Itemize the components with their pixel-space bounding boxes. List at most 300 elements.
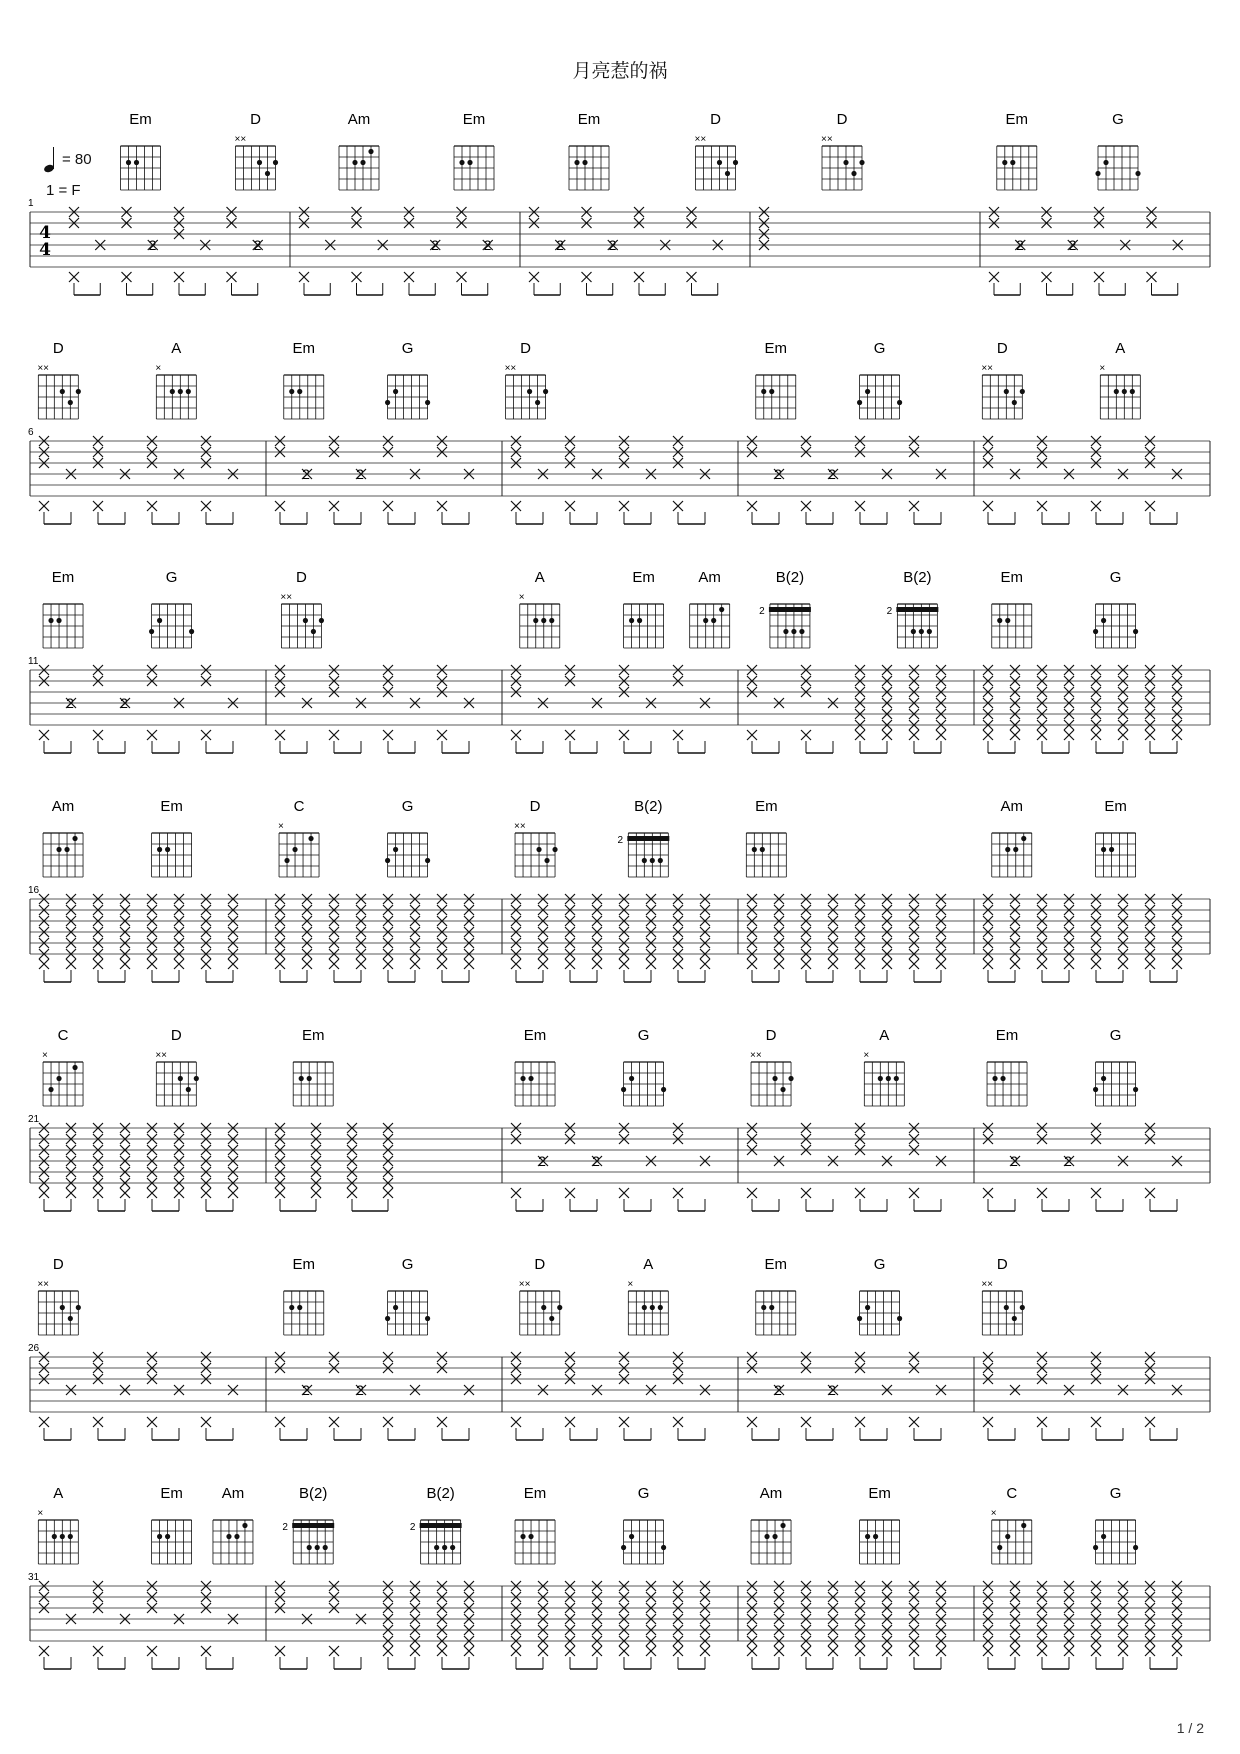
chord-name: Em [51, 569, 75, 586]
tab-x-note [882, 959, 892, 969]
beat-group [673, 1581, 710, 1669]
finger-dot [857, 1316, 862, 1321]
tab-x-note [329, 959, 339, 969]
finger-dot [186, 389, 191, 394]
beat-group [1145, 1352, 1182, 1440]
key-signature: 1 = F [46, 182, 81, 199]
tab-x-note [93, 1417, 103, 1427]
beat-group [275, 894, 312, 982]
finger-dot [178, 389, 183, 394]
finger-dot [549, 1316, 554, 1321]
tab-x-note [855, 959, 865, 969]
tab-x-note [174, 272, 184, 282]
tab-x-note [404, 272, 414, 282]
beat-group [437, 665, 474, 753]
tab-x-note [801, 1646, 811, 1656]
beat-group [201, 665, 238, 753]
beat-group [673, 1352, 710, 1440]
beat-group [1091, 1123, 1128, 1211]
time-signature-top: 4 [39, 223, 51, 243]
finger-dot [134, 160, 139, 165]
beat-group [147, 1123, 184, 1211]
beat-group [383, 1581, 420, 1669]
fret-number: 2 [1010, 1153, 1018, 1169]
tab-x-note [147, 501, 157, 511]
tab-x-note [909, 501, 919, 511]
fret-number: 2 [556, 237, 564, 253]
chord-diagram [695, 134, 739, 190]
finger-dot [520, 1534, 525, 1539]
measure-number: 26 [28, 1343, 40, 1354]
tab-x-note [1091, 1188, 1101, 1198]
chord-diagram [1093, 1520, 1138, 1564]
beat-group [201, 894, 238, 982]
tab-x-note [747, 730, 757, 740]
chord-symbol [618, 798, 670, 877]
beat-group [275, 436, 312, 524]
finger-dot [1093, 629, 1098, 634]
tab-x-note [275, 501, 285, 511]
tab-x-note [855, 501, 865, 511]
finger-dot [425, 858, 430, 863]
chord-diagram [1096, 833, 1136, 877]
tab-x-note [275, 1417, 285, 1427]
chord-name: Em [292, 1256, 316, 1273]
finger-dot [769, 1305, 774, 1310]
chord-diagram [987, 1062, 1027, 1106]
beat-group [747, 894, 784, 982]
finger-dot [769, 389, 774, 394]
tab-x-note [437, 1646, 447, 1656]
finger-dot [661, 1545, 666, 1550]
finger-dot [535, 400, 540, 405]
finger-dot [56, 847, 61, 852]
beat-group [619, 894, 656, 982]
chord-name: B(2) [775, 569, 805, 586]
chord-name: G [873, 1256, 886, 1273]
beat-group [511, 1581, 548, 1669]
beat-group [673, 665, 710, 753]
fret-number: 2 [1064, 1153, 1072, 1169]
tab-x-note [201, 959, 211, 969]
finger-dot [857, 400, 862, 405]
tab-x-note [383, 1188, 393, 1198]
finger-dot [752, 847, 757, 852]
finger-dot [642, 1305, 647, 1310]
finger-dot [467, 160, 472, 165]
finger-dot [52, 1534, 57, 1539]
beat-group [565, 665, 602, 753]
finger-dot [459, 160, 464, 165]
chord-diagram [37, 363, 81, 419]
chord-name: D [250, 111, 261, 128]
beat-group [747, 1123, 784, 1211]
chord-symbol [515, 1027, 555, 1106]
chord-symbol [121, 111, 161, 190]
chord-diagram [519, 592, 560, 648]
finger-dot [711, 618, 716, 623]
tab-x-note [93, 501, 103, 511]
beat-group [437, 1352, 474, 1440]
tab-x-note [538, 959, 548, 969]
finger-dot [303, 618, 308, 623]
tab-x-note [464, 1646, 474, 1656]
beat-group [93, 1581, 130, 1669]
chord-diagram [756, 1291, 796, 1335]
finger-dot [60, 1534, 65, 1539]
tab-x-note [565, 959, 575, 969]
chord-name: G [1112, 111, 1124, 128]
chord-name: A [534, 569, 545, 586]
chord-name: B(2) [299, 1485, 328, 1502]
chord-diagram [293, 1062, 333, 1106]
chord-name: C [293, 798, 305, 815]
finger-dot [194, 1076, 199, 1081]
fret-number: 2 [148, 237, 157, 253]
mute-markers: ×× [981, 363, 994, 374]
finger-dot [878, 1076, 883, 1081]
chord-name: Em [1005, 111, 1029, 128]
chord-diagram [42, 1050, 83, 1106]
finger-dot [76, 389, 81, 394]
chord-symbol [519, 569, 560, 648]
tab-x-note [437, 730, 447, 740]
mute-markers: × [627, 1279, 634, 1290]
beat-group [1037, 665, 1074, 753]
chord-symbol [37, 1256, 81, 1335]
tab-x-note [855, 1646, 865, 1656]
beat-group [1147, 207, 1183, 295]
chord-name: Em [755, 798, 778, 815]
beat-group [565, 1352, 602, 1440]
tab-x-note [673, 959, 683, 969]
finger-dot [919, 629, 924, 634]
tab-x-note [909, 1646, 919, 1656]
tab-x-note [619, 730, 629, 740]
finger-dot [703, 618, 708, 623]
chord-symbol [410, 1485, 462, 1564]
tab-x-note [329, 501, 339, 511]
chord-diagram [991, 1508, 1032, 1564]
beat-group [93, 894, 130, 982]
finger-dot [72, 1065, 77, 1070]
finger-dot [157, 618, 162, 623]
chord-name: G [401, 798, 414, 815]
tab-x-note [747, 1646, 757, 1656]
finger-dot [1093, 1545, 1098, 1550]
chord-diagram [155, 1050, 199, 1106]
tab-x-note [882, 1646, 892, 1656]
chord-symbol [1093, 1027, 1138, 1106]
finger-dot [1012, 1316, 1017, 1321]
chord-diagram [515, 1520, 555, 1564]
chord-diagram [992, 604, 1032, 648]
chord-diagram [235, 134, 279, 190]
beat-group [39, 894, 76, 982]
finger-dot [897, 400, 902, 405]
finger-dot [393, 1305, 398, 1310]
page-number: 1 / 2 [1176, 1720, 1204, 1736]
tab-x-note [582, 272, 592, 282]
beat-group [147, 1581, 184, 1669]
tab-x-note [1091, 1417, 1101, 1427]
beat-group [673, 894, 710, 982]
finger-dot [68, 400, 73, 405]
tempo-value: = 80 [62, 150, 92, 168]
chord-symbol [505, 340, 549, 419]
finger-dot [68, 1534, 73, 1539]
beat-group [1145, 894, 1182, 982]
finger-dot [68, 1316, 73, 1321]
tab-x-note [1037, 1188, 1047, 1198]
tab-x-note [855, 1188, 865, 1198]
fret-number: 2 [483, 237, 492, 253]
tab-x-note [1145, 501, 1155, 511]
tab-system [28, 111, 1210, 295]
chord-symbol [569, 111, 609, 190]
chord-symbol [514, 798, 558, 877]
finger-dot [997, 618, 1002, 623]
chord-name: G [1109, 1027, 1122, 1044]
tab-x-note [39, 959, 49, 969]
beat-group [1037, 1581, 1074, 1669]
beat-group [352, 207, 388, 295]
finger-dot [48, 1087, 53, 1092]
tab-x-note [909, 730, 919, 740]
chord-symbol [519, 1256, 563, 1335]
chord-diagram [515, 1062, 555, 1106]
beat-group [619, 1123, 656, 1211]
finger-dot [1005, 847, 1010, 852]
tab-x-note [1172, 959, 1182, 969]
finger-dot [265, 171, 270, 176]
beat-group [1091, 894, 1128, 982]
chord-diagram [997, 146, 1037, 190]
chord-symbol [385, 1256, 430, 1335]
finger-dot [911, 629, 916, 634]
beat-group [1094, 207, 1130, 295]
tab-x-note [66, 959, 76, 969]
finger-dot [865, 1534, 870, 1539]
tab-x-note [511, 730, 521, 740]
fret-number: 2 [356, 1382, 364, 1398]
chord-name: G [1109, 569, 1122, 586]
tab-x-note [565, 1417, 575, 1427]
tab-x-note [801, 1417, 811, 1427]
finger-dot [308, 836, 313, 841]
fret-number: 2 [774, 1382, 782, 1398]
beat-group [855, 1581, 892, 1669]
finger-dot [1005, 618, 1010, 623]
chord-diagram [981, 363, 1025, 419]
chord-name: G [1109, 1485, 1122, 1502]
tab-x-note [1042, 272, 1052, 282]
finger-dot [1020, 1305, 1025, 1310]
tab-x-note [437, 501, 447, 511]
chord-diagram [627, 1279, 668, 1335]
tab-x-note [201, 1417, 211, 1427]
barre-fret-number: 2 [282, 1522, 288, 1533]
measure-number: 31 [28, 1572, 40, 1583]
finger-dot [661, 1087, 666, 1092]
chord-diagram [282, 1520, 334, 1564]
chord-diagram [759, 604, 811, 648]
finger-dot [851, 171, 856, 176]
chord-diagram [857, 375, 902, 419]
mute-markers: × [1099, 363, 1106, 374]
beat-group [511, 894, 548, 982]
beat-group [1037, 894, 1074, 982]
measure-number: 11 [28, 656, 39, 667]
tab-x-note [1064, 959, 1074, 969]
tab-x-note [673, 1188, 683, 1198]
chord-symbol [280, 569, 324, 648]
beat-group [201, 1123, 238, 1211]
fret-number: 2 [302, 466, 310, 482]
finger-dot [1020, 389, 1025, 394]
chord-symbol [759, 569, 811, 648]
finger-dot [60, 389, 65, 394]
chord-diagram [621, 1520, 666, 1564]
finger-dot [719, 607, 724, 612]
tab-x-note [147, 959, 157, 969]
tab-x-note [1010, 1646, 1020, 1656]
beat-group [909, 436, 946, 524]
tab-x-note [983, 1188, 993, 1198]
beat-group [855, 665, 892, 753]
chord-symbol [155, 340, 196, 419]
tab-x-note [383, 959, 393, 969]
beat-group [673, 436, 710, 524]
finger-dot [1101, 847, 1106, 852]
tab-x-note [93, 959, 103, 969]
chord-symbol [756, 1256, 796, 1335]
chord-name: Am [698, 569, 721, 586]
finger-dot [450, 1545, 455, 1550]
finger-dot [1133, 1545, 1138, 1550]
finger-dot [1021, 1523, 1026, 1528]
chord-diagram [1093, 604, 1138, 648]
chord-diagram [284, 375, 324, 419]
finger-dot [1130, 389, 1135, 394]
chord-symbol [235, 111, 279, 190]
finger-dot [307, 1545, 312, 1550]
finger-dot [315, 1545, 320, 1550]
chord-symbol [751, 1485, 791, 1564]
tab-x-note [983, 959, 993, 969]
finger-dot [60, 1305, 65, 1310]
beat-group [529, 207, 565, 295]
chord-name: Em [764, 1256, 788, 1273]
tab-x-note [565, 1646, 575, 1656]
chord-symbol [515, 1485, 555, 1564]
beat-group [329, 665, 366, 753]
chord-diagram [505, 363, 549, 419]
tab-x-note [383, 1417, 393, 1427]
tab-x-note [936, 730, 946, 740]
chord-name: Am [759, 1485, 783, 1502]
measure-number: 6 [28, 427, 34, 438]
tab-x-note [774, 959, 784, 969]
barre-fret-number: 2 [409, 1522, 416, 1533]
mute-markers: ×× [234, 134, 247, 145]
tab-x-note [801, 501, 811, 511]
beat-group [201, 436, 238, 524]
beat-group [747, 1581, 784, 1669]
chord-name: Em [577, 111, 601, 128]
finger-dot [621, 1545, 626, 1550]
tab-x-note [828, 959, 838, 969]
tab-x-note [201, 730, 211, 740]
chord-name: D [295, 569, 307, 586]
tab-x-note [1118, 1646, 1128, 1656]
chord-diagram [756, 375, 796, 419]
chord-symbol [37, 1485, 78, 1564]
tab-x-note [1118, 730, 1128, 740]
measure-number: 1 [28, 198, 34, 209]
barre-bar [769, 607, 811, 612]
tab-x-note [329, 730, 339, 740]
tab-x-note [1010, 959, 1020, 969]
tab-x-note [1145, 730, 1155, 740]
beat-group [983, 1123, 1020, 1211]
chord-diagram [121, 146, 161, 190]
beat-group [511, 436, 548, 524]
finger-dot [289, 389, 294, 394]
tab-x-note [619, 959, 629, 969]
chord-name: G [165, 569, 178, 586]
tab-x-note [801, 959, 811, 969]
mute-markers: ×× [821, 134, 833, 145]
finger-dot [520, 1076, 525, 1081]
finger-dot [897, 1316, 902, 1321]
beat-group [1037, 436, 1074, 524]
fret-number: 2 [431, 237, 439, 253]
song-title: 月亮惹的祸 [572, 60, 668, 82]
chord-name: B(2) [634, 798, 663, 815]
tab-x-note [619, 1417, 629, 1427]
tab-x-note [700, 1646, 710, 1656]
beat-group [1091, 1352, 1128, 1440]
chord-diagram [280, 592, 324, 648]
beat-group [275, 1123, 321, 1211]
chord-name: Em [160, 1485, 183, 1502]
finger-dot [284, 858, 289, 863]
finger-dot [226, 1534, 231, 1539]
beat-group [747, 436, 784, 524]
finger-dot [352, 160, 357, 165]
beat-group [619, 436, 656, 524]
beat-group [437, 436, 474, 524]
beat-group [404, 207, 440, 295]
beat-group [437, 894, 474, 982]
fret-number: 2 [1016, 237, 1024, 253]
chord-name: Em [1104, 798, 1127, 815]
tab-x-note [120, 1188, 130, 1198]
chord-diagram [1099, 363, 1140, 419]
chord-diagram [690, 604, 730, 648]
chord-symbol [887, 569, 939, 648]
beat-group [383, 1352, 420, 1440]
chord-symbol [152, 1485, 192, 1564]
chord-symbol [746, 798, 786, 877]
beat-group [1091, 436, 1128, 524]
beat-group [93, 1123, 130, 1211]
chord-symbol [621, 1485, 666, 1564]
tab-x-note [511, 959, 521, 969]
tab-x-note [983, 501, 993, 511]
chord-name: A [1115, 340, 1126, 357]
